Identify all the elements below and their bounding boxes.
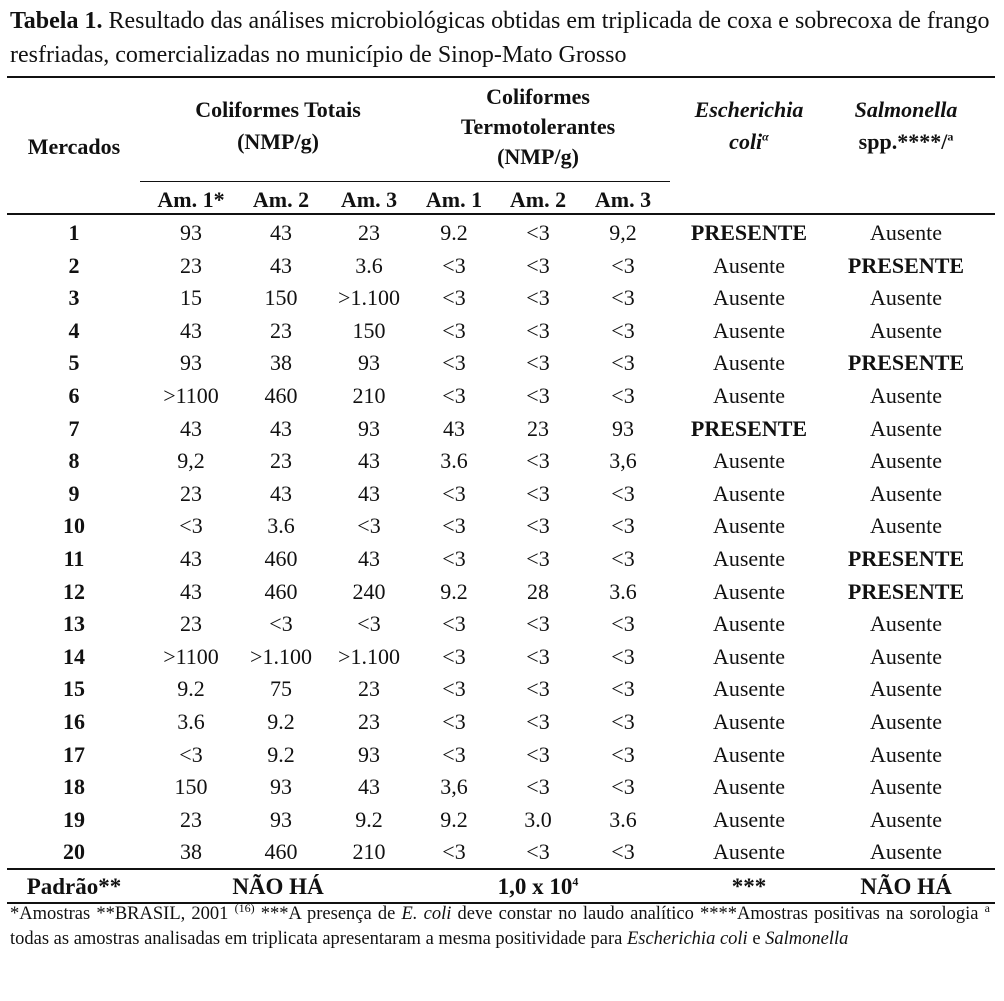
table-cell: <3 <box>526 383 550 408</box>
table-cell: <3 <box>526 676 550 702</box>
table-cell: 9.2 <box>267 741 295 767</box>
row-mercado-number: 11 <box>63 546 85 571</box>
subheader-am-4: Am. 1 <box>425 187 483 212</box>
fn-p2: ***A presença de <box>254 904 402 924</box>
table-cell: 23 <box>180 252 202 278</box>
table-cell: <3 <box>526 220 550 245</box>
table-cell: 28 <box>527 578 549 604</box>
header-ecoli-line2: coli <box>729 129 763 154</box>
table-cell: Ausente <box>869 774 943 800</box>
table-cell: 23 <box>358 709 380 734</box>
caption-text: Resultado das análises microbiológicas obtidas em triplicada de coxa e sobrecoxa de frango resfriadas, comercializadas no município de Sinop-Mato Grosso <box>10 8 990 68</box>
table-cell: Ausente <box>712 806 786 832</box>
table-cell: <3 <box>442 513 466 539</box>
row-mercado-number: 4 <box>68 317 80 343</box>
table-cell: <3 <box>526 317 550 343</box>
table-cell: <3 <box>442 480 466 506</box>
padrao-label: Padrão** <box>26 874 122 899</box>
table-cell: 93 <box>180 220 202 245</box>
table-cell: Ausente <box>869 643 943 669</box>
row-mercado-number: 18 <box>63 774 85 800</box>
table-cell: 23 <box>527 415 549 441</box>
table-cell: 43 <box>180 578 202 604</box>
table-cell: <3 <box>611 350 635 376</box>
row-mercado-number: 20 <box>63 839 85 865</box>
subheader-am-5: Am. 2 <box>509 187 567 212</box>
table-cell: 43 <box>358 480 380 506</box>
table-cell: Ausente <box>869 741 943 767</box>
table-cell: 460 <box>264 839 298 865</box>
table-cell: 150 <box>174 774 208 800</box>
table-cell: Ausente <box>869 676 943 702</box>
table-cell: <3 <box>442 350 466 376</box>
table-cell: Ausente <box>869 317 943 343</box>
header-ecoli-sup: α <box>762 129 769 144</box>
table-cell: 9,2 <box>609 220 637 245</box>
header-ct-line2: (NMP/g) <box>237 129 319 154</box>
row-mercado-number: 10 <box>63 513 85 539</box>
fn-salm: Salmonella <box>765 929 849 949</box>
table-cell: Ausente <box>869 806 943 832</box>
table-cell: 93 <box>358 350 380 376</box>
table-cell: Ausente <box>869 448 943 474</box>
table-cell: Ausente <box>712 676 786 702</box>
table-cell: <3 <box>526 611 550 637</box>
table-cell: <3 <box>179 741 203 767</box>
table-cell: 3.6 <box>609 806 637 832</box>
table-cell: PRESENTE <box>847 350 965 376</box>
table-cell: 23 <box>270 317 292 343</box>
table-cell: <3 <box>611 611 635 637</box>
table-cell: <3 <box>611 643 635 669</box>
padrao-tt-value: 1,0 x 10 <box>497 874 573 899</box>
table-cell: 460 <box>264 546 298 571</box>
table-cell: <3 <box>269 611 293 637</box>
row-mercado-number: 16 <box>63 709 85 734</box>
table-cell: 15 <box>180 285 202 311</box>
table-cell: <3 <box>611 774 635 800</box>
row-mercado-number: 8 <box>68 448 80 474</box>
table-cell: <3 <box>526 741 550 767</box>
table-cell: 43 <box>180 546 202 571</box>
table-cell: 93 <box>180 350 202 376</box>
header-sub-rule <box>140 181 670 182</box>
fn-sup-a: a <box>984 900 990 915</box>
table-cell: PRESENTE <box>690 220 808 245</box>
padrao-tt-exp: 4 <box>572 874 579 889</box>
table-cell: Ausente <box>712 774 786 800</box>
table-cell: Ausente <box>869 220 943 245</box>
fn-ecoli-full: Escherichia coli <box>626 929 748 949</box>
table-cell: Ausente <box>712 285 786 311</box>
header-salm-line2-wrap <box>855 129 958 155</box>
table-cell: Ausente <box>712 611 786 637</box>
header-coliformes-totais <box>195 97 361 155</box>
fn-p5: e <box>747 929 766 949</box>
table-cell: 9.2 <box>440 806 468 832</box>
table-cell: <3 <box>442 317 466 343</box>
table-cell: <3 <box>442 741 466 767</box>
table-cell: Ausente <box>869 709 943 734</box>
table-cell: Ausente <box>869 415 943 441</box>
table-cell: <3 <box>526 839 550 865</box>
header-ecoli-line1: Escherichia <box>694 97 804 122</box>
table-cell: <3 <box>611 546 635 571</box>
table-cell: <3 <box>442 383 466 408</box>
table-cell: <3 <box>611 513 635 539</box>
table-cell: 3.6 <box>440 448 468 474</box>
table-cell: Ausente <box>869 383 943 408</box>
row-mercado-number: 13 <box>63 611 85 637</box>
table-cell: <3 <box>442 709 466 734</box>
table-cell: Ausente <box>712 350 786 376</box>
table-cell: 3,6 <box>440 774 468 800</box>
table-cell: <3 <box>611 676 635 702</box>
header-tt-line3: (NMP/g) <box>497 144 579 169</box>
table-cell: 150 <box>264 285 298 311</box>
table-cell: 23 <box>358 676 380 702</box>
row-mercado-number: 9 <box>68 480 80 506</box>
table-cell: <3 <box>442 676 466 702</box>
body-bottom-rule <box>7 868 995 870</box>
table-cell: 3.6 <box>177 709 205 734</box>
padrao-salm: NÃO HÁ <box>860 874 952 899</box>
header-escherichia-coli <box>695 97 804 155</box>
table-cell: <3 <box>526 513 550 539</box>
row-mercado-number: 7 <box>68 415 80 441</box>
table-cell: 23 <box>180 480 202 506</box>
table-cell: 23 <box>180 611 202 637</box>
table-cell: <3 <box>526 774 550 800</box>
header-tt-line2: Termotolerantes <box>460 114 616 139</box>
header-tt-line1: Coliformes <box>486 84 590 109</box>
table-cell: 23 <box>180 806 202 832</box>
row-mercado-number: 12 <box>63 578 85 604</box>
table-cell: 43 <box>270 220 292 245</box>
table-cell: Ausente <box>712 546 786 571</box>
table-cell: 9.2 <box>177 676 205 702</box>
table-footnote <box>10 902 990 952</box>
table-cell: 23 <box>358 220 380 245</box>
table-cell: <3 <box>179 513 203 539</box>
table-cell: <3 <box>442 285 466 311</box>
header-salm-sup: a <box>947 129 954 144</box>
table-cell: <3 <box>357 513 381 539</box>
table-cell: 43 <box>358 448 380 474</box>
table-cell: 75 <box>270 676 292 702</box>
table-cell: Ausente <box>712 448 786 474</box>
header-mercados: Mercados <box>27 134 121 159</box>
table-cell: Ausente <box>869 839 943 865</box>
table-cell: >1100 <box>163 643 219 669</box>
table-cell: 43 <box>180 317 202 343</box>
table-cell: <3 <box>526 448 550 474</box>
table-cell: Ausente <box>712 252 786 278</box>
table-cell: <3 <box>611 741 635 767</box>
table-cell: PRESENTE <box>690 415 808 441</box>
header-salm-line2: spp.****/ <box>858 129 948 154</box>
table-cell: <3 <box>442 611 466 637</box>
table-cell: 43 <box>358 774 380 800</box>
table-cell: Ausente <box>712 513 786 539</box>
table-cell: PRESENTE <box>847 252 965 278</box>
table-cell: <3 <box>442 643 466 669</box>
table-cell: 9.2 <box>440 578 468 604</box>
table-cell: PRESENTE <box>847 578 965 604</box>
table-cell: <3 <box>611 383 635 408</box>
table-cell: <3 <box>526 643 550 669</box>
table-cell: 43 <box>270 480 292 506</box>
table-cell: 43 <box>270 415 292 441</box>
table-cell: <3 <box>526 546 550 571</box>
fn-p1: *Amostras **BRASIL, 2001 <box>10 904 235 924</box>
table-cell: Ausente <box>869 480 943 506</box>
table-cell: Ausente <box>869 285 943 311</box>
table-cell: <3 <box>611 709 635 734</box>
table-cell: 3.6 <box>355 252 383 278</box>
subheader-am-6: Am. 3 <box>594 187 652 212</box>
table-cell: 3.6 <box>609 578 637 604</box>
table-cell: <3 <box>611 285 635 311</box>
table-cell: 93 <box>270 774 292 800</box>
top-rule <box>7 76 995 78</box>
table-cell: Ausente <box>712 317 786 343</box>
table-cell: 9,2 <box>177 448 205 474</box>
table-cell: >1.100 <box>250 643 312 669</box>
table-cell: <3 <box>526 480 550 506</box>
table-cell: 460 <box>264 383 298 408</box>
table-cell: 3,6 <box>609 448 637 474</box>
table-cell: <3 <box>357 611 381 637</box>
table-cell: 43 <box>270 252 292 278</box>
table-cell: <3 <box>442 546 466 571</box>
fn-p4: todas as amostras analisadas em triplicata apresentaram a mesma positividade para <box>10 929 627 949</box>
table-cell: 9.2 <box>267 709 295 734</box>
table-cell: <3 <box>526 285 550 311</box>
header-ct-line1: Coliformes Totais <box>195 97 361 122</box>
table-cell: 93 <box>612 415 634 441</box>
subheader-am-1: Am. 1* <box>157 187 225 212</box>
row-mercado-number: 6 <box>68 383 80 408</box>
table-cell: 240 <box>352 578 386 604</box>
subheader-am-2: Am. 2 <box>252 187 310 212</box>
table-cell: >1.100 <box>338 643 400 669</box>
table-cell: Ausente <box>869 513 943 539</box>
row-mercado-number: 5 <box>68 350 80 376</box>
table-cell: 3.0 <box>524 806 552 832</box>
table-cell: <3 <box>611 839 635 865</box>
fn-p3: deve constar no laudo analítico ****Amostras positivas na sorologia <box>451 904 985 924</box>
fn-ref: (16) <box>234 900 255 915</box>
table-cell: 9.2 <box>355 806 383 832</box>
row-mercado-number: 14 <box>63 643 85 669</box>
table-cell: 23 <box>270 448 292 474</box>
header-coliformes-termotolerantes <box>461 84 615 170</box>
table-cell: 43 <box>443 415 465 441</box>
table-cell: Ausente <box>712 383 786 408</box>
table-cell: <3 <box>611 252 635 278</box>
table-cell: <3 <box>442 839 466 865</box>
table-cell: 43 <box>358 546 380 571</box>
table-cell: 38 <box>180 839 202 865</box>
table-cell: 9.2 <box>440 220 468 245</box>
padrao-ct: NÃO HÁ <box>232 874 324 899</box>
table-cell: Ausente <box>869 611 943 637</box>
table-cell: <3 <box>611 480 635 506</box>
table-cell: PRESENTE <box>847 546 965 571</box>
table-cell: 93 <box>358 741 380 767</box>
table-cell: 150 <box>352 317 386 343</box>
row-mercado-number: 1 <box>68 220 80 245</box>
table-cell: <3 <box>526 709 550 734</box>
table-cell: <3 <box>526 252 550 278</box>
table-cell: <3 <box>526 350 550 376</box>
table-cell: 93 <box>270 806 292 832</box>
row-mercado-number: 15 <box>63 676 85 702</box>
table-cell: >1.100 <box>338 285 400 311</box>
row-mercado-number: 19 <box>63 806 85 832</box>
table-cell: Ausente <box>712 709 786 734</box>
subheader-am-3: Am. 3 <box>340 187 398 212</box>
table-cell: 43 <box>180 415 202 441</box>
table-cell: <3 <box>611 317 635 343</box>
row-mercado-number: 2 <box>68 252 80 278</box>
table-cell: 93 <box>358 415 380 441</box>
table-cell: Ausente <box>712 578 786 604</box>
table-cell: Ausente <box>712 839 786 865</box>
header-salmonella <box>855 97 958 155</box>
header-bottom-rule <box>7 213 995 215</box>
caption-label: Tabela 1. <box>10 8 103 34</box>
row-mercado-number: 3 <box>68 285 80 311</box>
row-mercado-number: 17 <box>63 741 85 767</box>
header-salm-line1: Salmonella <box>854 97 958 122</box>
table-caption <box>10 4 995 72</box>
table-cell: >1100 <box>163 383 219 408</box>
table-cell: 210 <box>352 839 386 865</box>
fn-ecoli-short: E. coli <box>401 904 452 924</box>
table-cell: 3.6 <box>267 513 295 539</box>
table-cell: Ausente <box>712 643 786 669</box>
padrao-ecoli: *** <box>731 874 767 899</box>
table-cell: 210 <box>352 383 386 408</box>
table-cell: 38 <box>270 350 292 376</box>
table-cell: 460 <box>264 578 298 604</box>
table-cell: Ausente <box>712 741 786 767</box>
table-cell: Ausente <box>712 480 786 506</box>
header-ecoli-line2-wrap <box>695 129 804 155</box>
padrao-tt <box>498 874 579 900</box>
table-cell: <3 <box>442 252 466 278</box>
